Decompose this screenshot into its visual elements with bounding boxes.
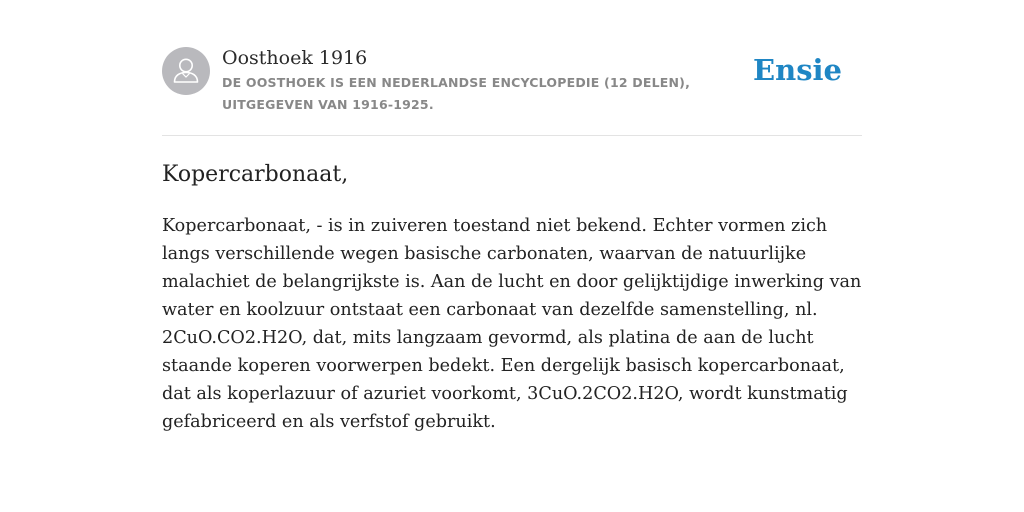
user-avatar-icon [162, 47, 210, 95]
source-header [162, 44, 862, 136]
article-title: Kopercarbonaat, [162, 162, 349, 187]
avatar[interactable] [162, 47, 210, 95]
source-description: DE OOSTHOEK IS EEN NEDERLANDSE ENCYCLOPEDIE (12 DELEN), UITGEGEVEN VAN 1916-1925. [222, 75, 691, 112]
header-divider [162, 135, 862, 136]
source-name[interactable]: Oosthoek 1916 [222, 47, 368, 69]
ensie-logo[interactable]: Ensie [753, 53, 842, 87]
article-body: Kopercarbonaat, - is in zuiveren toestand niet bekend. Echter vormen zich langs verschillende wegen basische carbonaten, waarvan de natuurlijke malachiet de belangrijkste is. Aan de lucht en door gelijktijdige inwerking van water en koolzuur ontstaat een carbonaat van dezelfde samenstelling, nl. 2CuO.CO2.H2O, dat, mits langzaam gevormd, als platina de aan de lucht staande koperen voorwerpen bedekt. Een dergelijk basisch kopercarbonaat, dat als koperlazuur of azuriet voorkomt, 3CuO.2CO2.H2O, wordt kunstmatig gefabriceerd en als verfstof gebruikt. [162, 216, 862, 432]
